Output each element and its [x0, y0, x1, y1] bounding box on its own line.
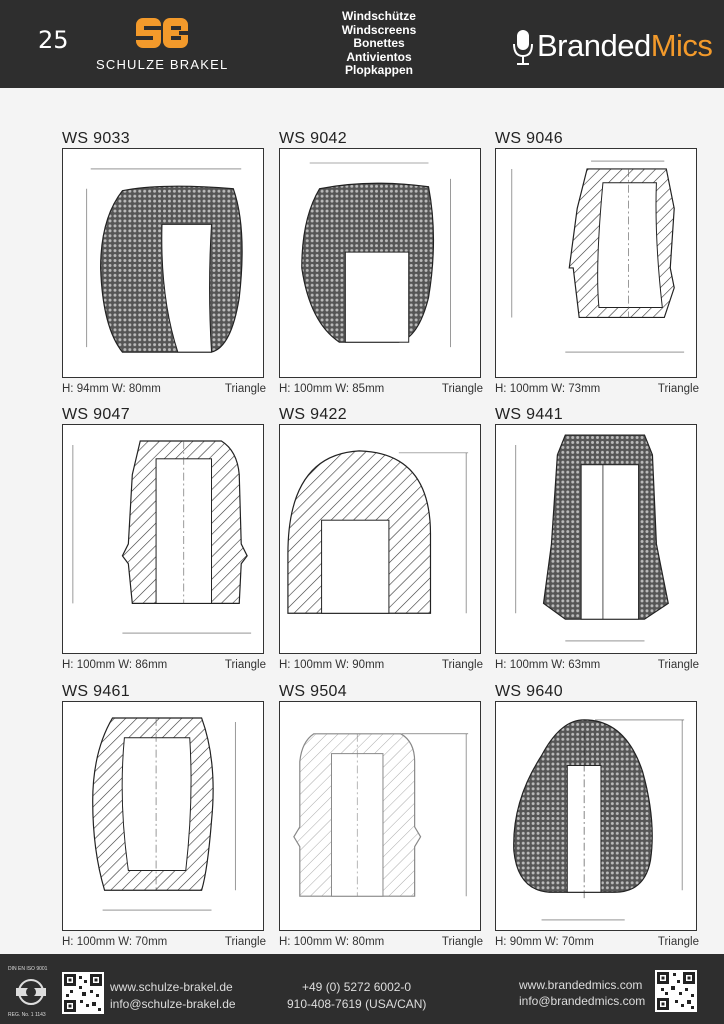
product-dimensions: H: 94mm W: 80mm: [62, 383, 161, 395]
product-dimensions: H: 100mm W: 86mm: [62, 659, 168, 671]
language-titles: [314, 10, 444, 78]
product-type: Triangle: [441, 659, 483, 671]
product-type: Triangle: [441, 936, 483, 948]
product-type: Triangle: [224, 659, 266, 671]
title-nl: Plopkappen: [344, 63, 413, 77]
certificate-seal-icon: [12, 978, 50, 1006]
title-fr: Bonettes: [353, 36, 405, 50]
product-drawing: [279, 701, 481, 931]
email-link-left[interactable]: info@schulze-brakel.de: [110, 997, 236, 1011]
microphone-icon: [512, 30, 534, 72]
technical-drawing: [496, 149, 696, 377]
product-code: WS 9046: [495, 130, 563, 147]
technical-drawing: [280, 702, 480, 930]
product-code: WS 9033: [62, 130, 130, 147]
website-link-right[interactable]: www.brandedmics.com: [519, 978, 643, 992]
product-code: WS 9047: [62, 406, 130, 423]
product-code: WS 9461: [62, 683, 130, 700]
page-footer: [0, 954, 724, 1024]
technical-drawing: [63, 149, 263, 377]
technical-drawing: [280, 425, 480, 653]
logo-word-accent: Mics: [650, 28, 713, 63]
product-code: WS 9640: [495, 683, 563, 700]
product-code: WS 9422: [279, 406, 347, 423]
product-drawing: [495, 148, 697, 378]
title-de: Windschütze: [342, 9, 416, 23]
product-drawing: [62, 701, 264, 931]
product-dimensions: H: 100mm W: 63mm: [495, 659, 601, 671]
product-code: WS 9504: [279, 683, 347, 700]
iso-registration: REG. No. 1 1143: [8, 1012, 46, 1018]
schulze-brakel-logo: [135, 16, 189, 50]
product-dimensions: H: 90mm W: 70mm: [495, 936, 594, 948]
product-dimensions: H: 100mm W: 90mm: [279, 659, 385, 671]
product-dimensions: H: 100mm W: 85mm: [279, 383, 385, 395]
product-dimensions: H: 100mm W: 70mm: [62, 936, 168, 948]
product-drawing: [279, 424, 481, 654]
phone-us[interactable]: 910-408-7619 (USA/CAN): [287, 997, 427, 1011]
brand-name: SCHULZE BRAKEL: [96, 57, 229, 72]
product-type: Triangle: [657, 383, 699, 395]
product-drawing: [62, 148, 264, 378]
page-header: [0, 0, 724, 88]
qr-code-icon[interactable]: [62, 972, 104, 1014]
technical-drawing: [63, 702, 263, 930]
product-dimensions: H: 100mm W: 80mm: [279, 936, 385, 948]
qr-code-icon[interactable]: [655, 970, 697, 1012]
iso-certification: [8, 966, 58, 1022]
brandedmics-logo: [537, 28, 712, 64]
product-code: WS 9042: [279, 130, 347, 147]
technical-drawing: [63, 425, 263, 653]
website-link-left[interactable]: www.schulze-brakel.de: [110, 980, 233, 994]
page-number: 25: [38, 26, 69, 54]
product-type: Triangle: [224, 936, 266, 948]
product-drawing: [495, 424, 697, 654]
product-dimensions: H: 100mm W: 73mm: [495, 383, 601, 395]
product-code: WS 9441: [495, 406, 563, 423]
title-en: Windscreens: [341, 22, 417, 37]
title-es: Antivientos: [346, 49, 412, 64]
phone-de[interactable]: +49 (0) 5272 6002-0: [302, 980, 412, 994]
product-type: Triangle: [657, 659, 699, 671]
product-type: Triangle: [657, 936, 699, 948]
product-drawing: [495, 701, 697, 931]
iso-label: DIN EN ISO 9001: [8, 966, 48, 972]
product-type: Triangle: [441, 383, 483, 395]
technical-drawing: [496, 702, 696, 930]
product-drawing: [62, 424, 264, 654]
logo-word-main: Branded: [537, 28, 651, 63]
email-link-right[interactable]: info@brandedmics.com: [519, 994, 646, 1008]
product-type: Triangle: [224, 383, 266, 395]
product-drawing: [279, 148, 481, 378]
technical-drawing: [496, 425, 696, 653]
technical-drawing: [280, 149, 480, 377]
